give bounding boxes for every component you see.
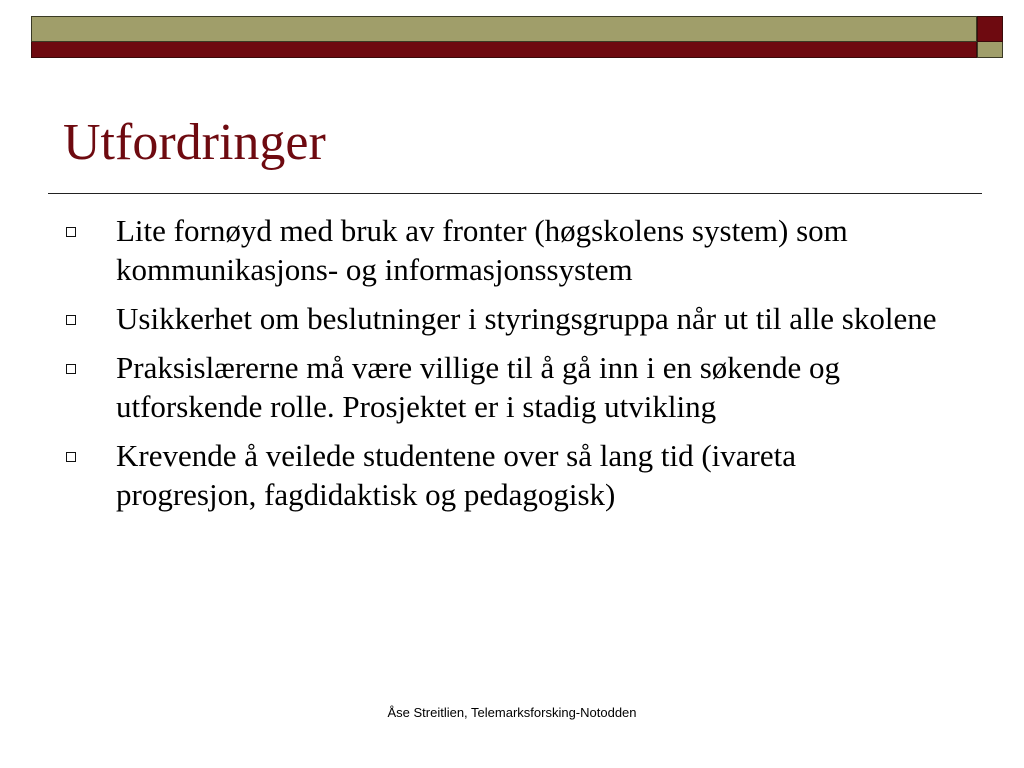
slide-title: Utfordringer (63, 114, 326, 171)
bullet-text: Usikkerhet om beslutninger i styringsgruppa når ut til alle skolene (116, 301, 937, 336)
hollow-square-icon (66, 315, 76, 325)
bullet-item (63, 299, 943, 338)
bullet-item (63, 436, 943, 514)
header-square-red (977, 16, 1003, 42)
bullet-item (63, 211, 943, 289)
title-divider (48, 193, 982, 194)
header-bar-red (31, 42, 977, 58)
bullet-list (63, 211, 943, 524)
header-square-olive (977, 42, 1003, 58)
bullet-text: Lite fornøyd med bruk av fronter (høgskolens system) som kommunikasjons- og informasjonssystem (116, 213, 848, 287)
header-bar-olive (31, 16, 977, 42)
bullet-text: Praksislærerne må være villige til å gå inn i en søkende og utforskende rolle. Prosjektet er i stadig utvikling (116, 350, 841, 424)
bullet-text: Krevende å veilede studentene over så lang tid (ivareta progresjon, fagdidaktisk og pedagogisk) (116, 438, 796, 512)
bullet-item (63, 348, 943, 426)
hollow-square-icon (66, 227, 76, 237)
hollow-square-icon (66, 452, 76, 462)
slide-footer: Åse Streitlien, Telemarksforsking-Notodden (387, 705, 637, 720)
hollow-square-icon (66, 364, 76, 374)
